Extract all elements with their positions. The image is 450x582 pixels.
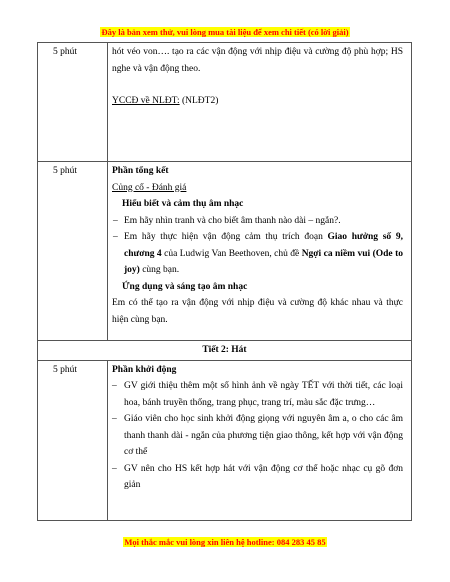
time-cell: 5 phút	[38, 162, 108, 341]
list-item: – Em hãy thực hiện vận động cảm thụ trích đoạn Giao hưởng số 9, chương 4 của Ludwig Van Beethoven, chủ đề Ngợi ca niềm vui (Ode to joy) cùng bạn.	[112, 229, 403, 279]
section-row	[38, 341, 412, 361]
yccd-line	[112, 93, 403, 110]
table-row	[38, 162, 412, 341]
list-item: – GV giới thiệu thêm một số hình ảnh về ngày TẾT với thời tiết, các loại hoa, bánh truyền thống, trang phục, trang trí, màu sắc đặc trưng…	[112, 378, 403, 411]
section-title: Tiết 2: Hát	[38, 341, 412, 361]
yccd-code: (NLĐT2)	[179, 96, 219, 106]
activity-cell	[108, 360, 412, 520]
table-row	[38, 43, 412, 162]
hotline-banner	[0, 537, 450, 547]
preview-notice-banner	[0, 27, 450, 37]
activity-cell	[108, 43, 412, 162]
part-title: Phần tổng kết	[112, 166, 169, 176]
list-item: – Em hãy nhìn tranh và cho biết âm thanh nào dài – ngắn?.	[112, 213, 403, 230]
activity-text: hót véo von…. tạo ra các vận động với nhịp điệu và cường độ phù hợp; HS nghe và vận động theo.	[112, 47, 403, 74]
activity-cell	[108, 162, 412, 341]
subheading: Hiểu biết và cảm thụ âm nhạc	[122, 199, 244, 209]
lesson-plan-table	[37, 42, 412, 521]
yccd-label: YCCĐ về NLĐT:	[112, 96, 180, 106]
list-item: – Giáo viên cho học sinh khởi động giọng với nguyên âm a, o cho các âm thanh thanh dài - ngắn của phương tiện giao thông, kết hợp với vận động cơ thể	[112, 411, 403, 461]
subheading: Ứng dụng và sáng tạo âm nhạc	[122, 281, 248, 292]
time-cell: 5 phút	[38, 43, 108, 162]
time-cell: 5 phút	[38, 360, 108, 520]
part-subtitle: Củng cố - Đánh giá	[112, 182, 187, 193]
table-row	[38, 360, 412, 520]
preview-notice-text: Đây là bản xem thử, vui lòng mua tài liệu để xem chi tiết (có lời giải)	[101, 27, 349, 37]
hotline-text: Mọi thắc mắc vui lòng xin liên hệ hotline: 084 283 45 85	[124, 537, 326, 547]
part-title: Phần khởi động	[112, 364, 177, 375]
paragraph: Em có thể tạo ra vận động với nhịp điệu và cường độ khác nhau và thực hiện cùng bạn.	[112, 298, 403, 325]
list-item: – GV nên cho HS kết hợp hát với vận động cơ thể hoặc nhạc cụ gõ đơn giản	[112, 461, 403, 494]
